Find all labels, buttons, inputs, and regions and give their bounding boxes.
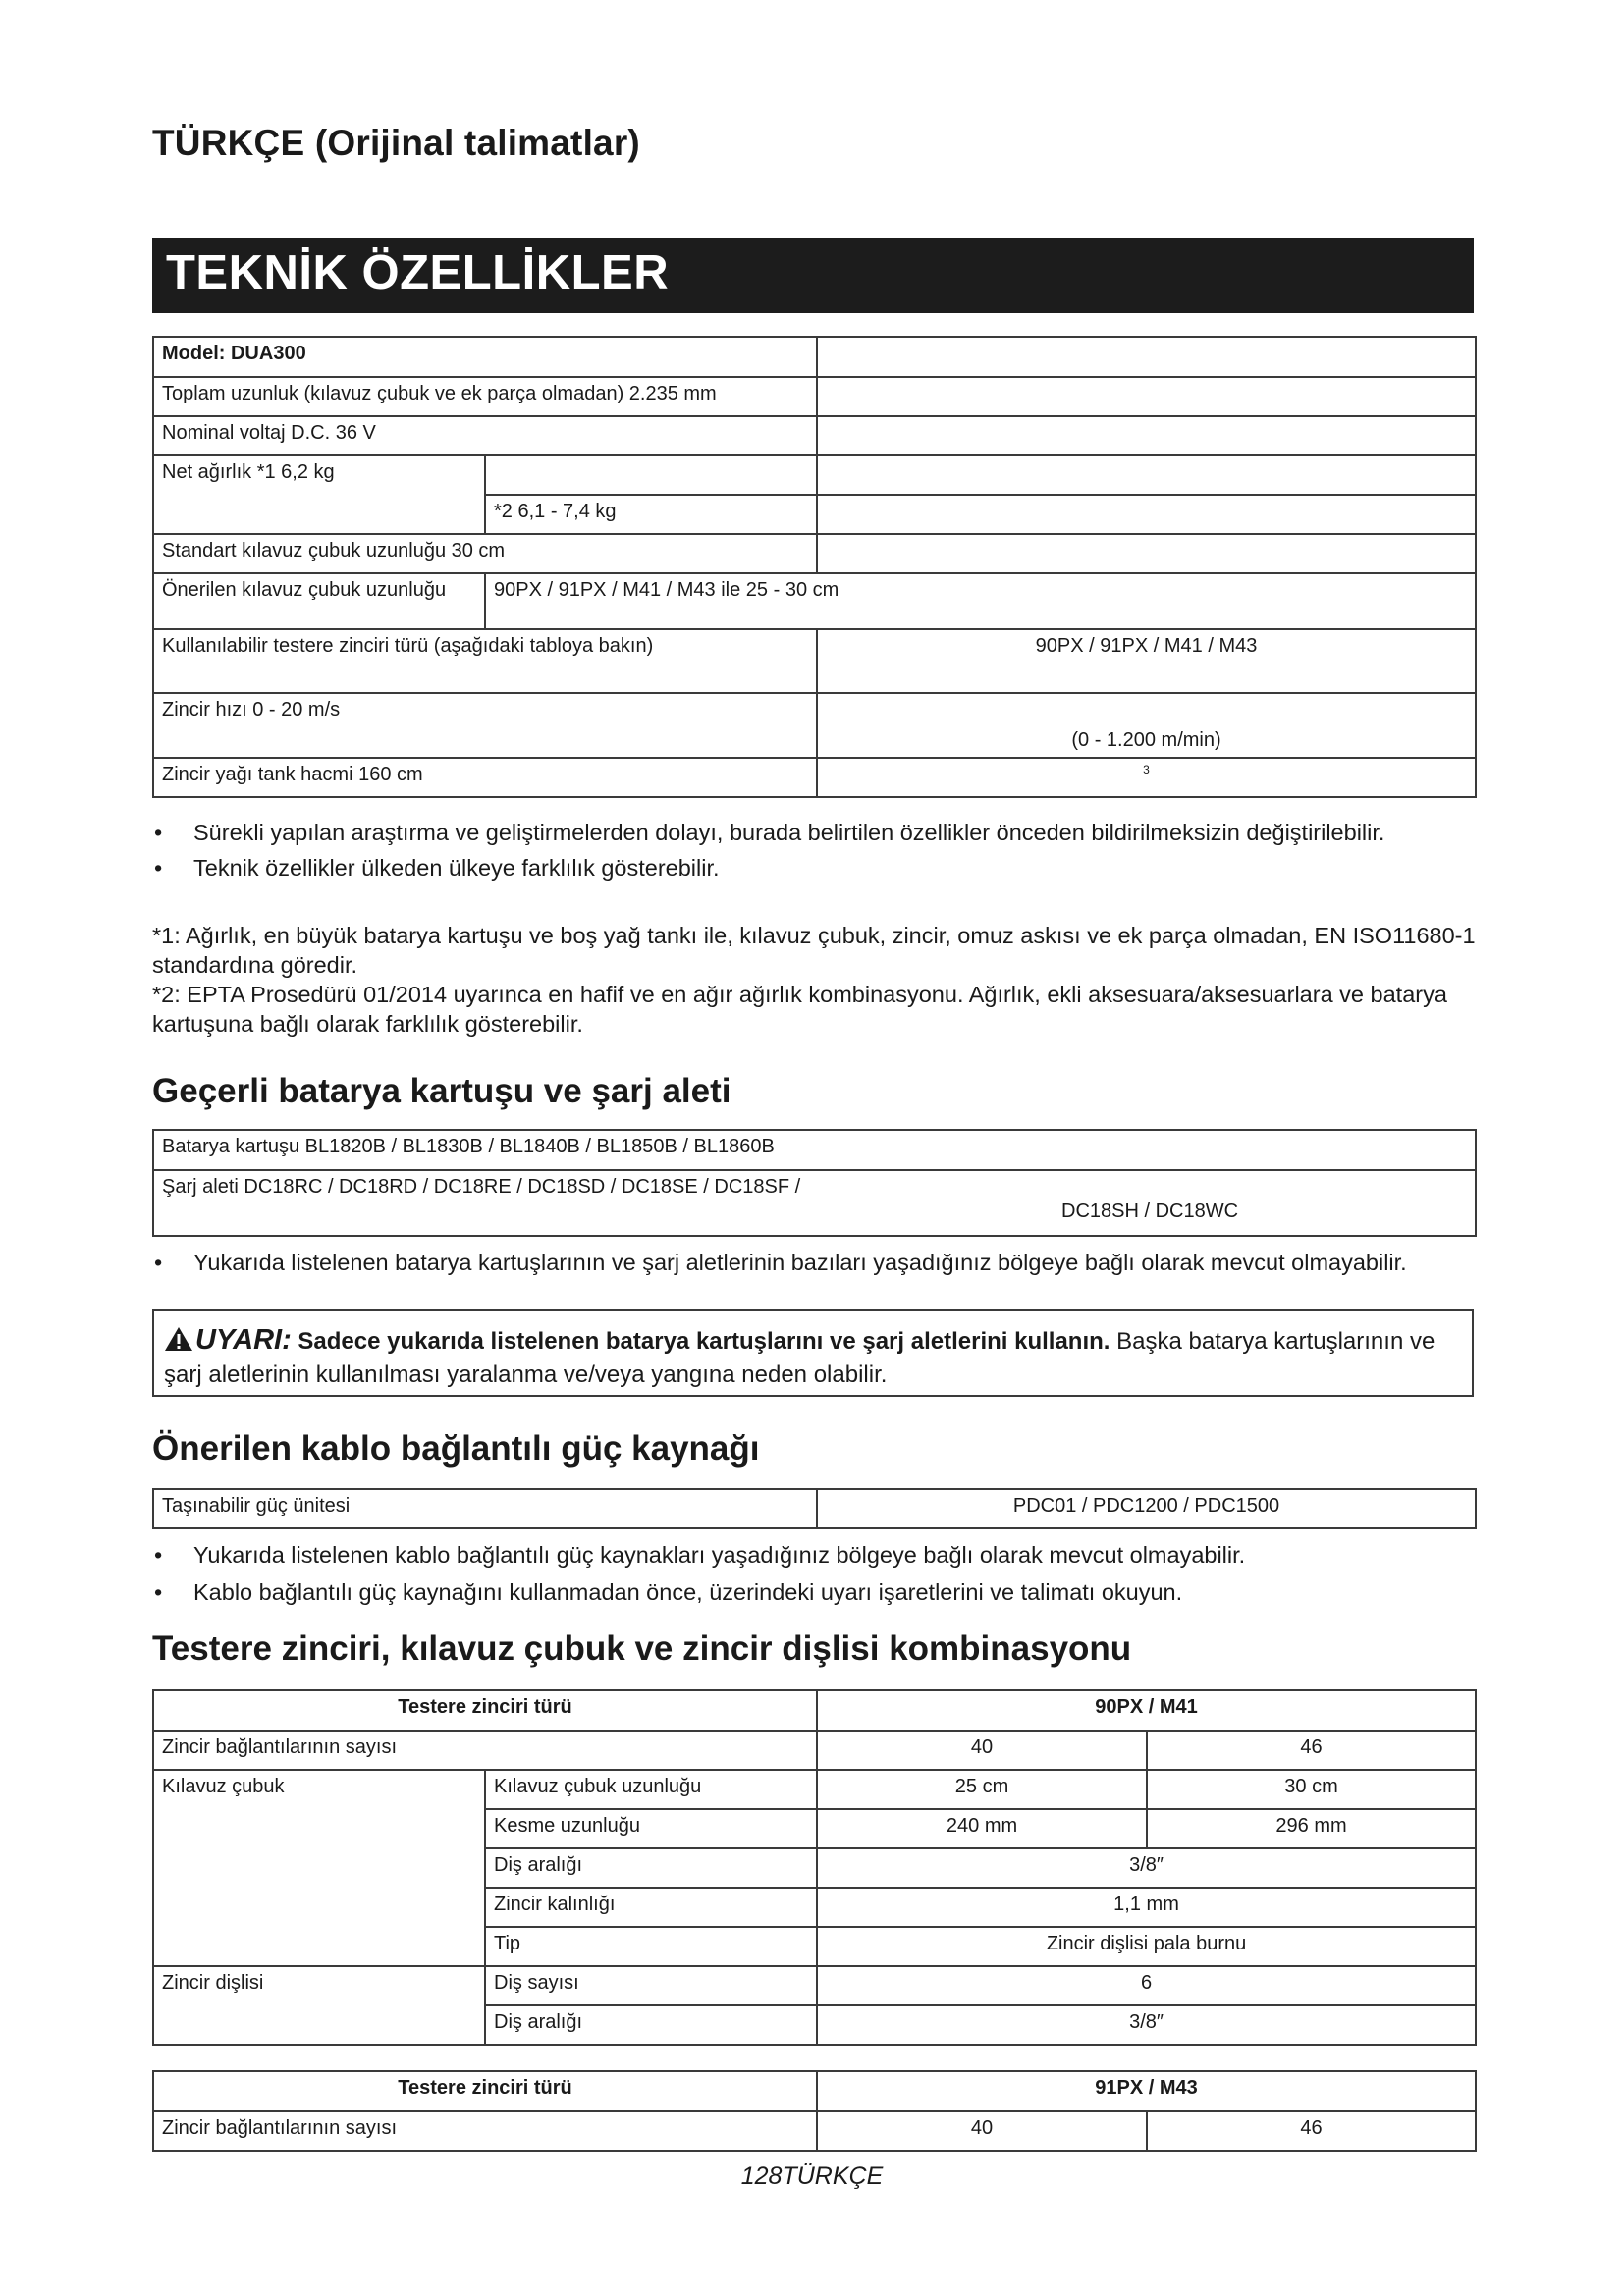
pitch-value-cell: 3/8″ <box>817 1848 1476 1888</box>
links-value-cell: 46 <box>1147 2111 1476 2151</box>
empty-cell <box>817 416 1476 455</box>
cut-length-label-cell: Kesme uzunluğu <box>485 1809 817 1848</box>
power-unit-value-cell: PDC01 / PDC1200 / PDC1500 <box>817 1489 1476 1528</box>
type-label-cell: Tip <box>485 1927 817 1966</box>
warning-box <box>152 1309 1474 1397</box>
pitch-label-cell: Diş aralığı <box>485 1848 817 1888</box>
bar-length-value-cell: 30 cm <box>1147 1770 1476 1809</box>
links-label-cell: Zincir bağlantılarının sayısı <box>153 2111 817 2151</box>
warning-bold-text: Sadece yukarıda listelenen batarya kartuşlarını ve şarj aletlerini kullanın. <box>298 1328 1110 1355</box>
footnote-2: *2: EPTA Prosedürü 01/2014 uyarınca en hafif ve en ağır ağırlık kombinasyonu. Ağırlık, ekli aksesuara/aksesuarlara ve batarya kartuşuna bağlı olarak farklılık gösterebilir. <box>152 982 1447 1037</box>
chain-speed-alt-cell: (0 - 1.200 m/min) <box>817 693 1476 758</box>
spec-bullets <box>152 818 1488 883</box>
specifications-table <box>152 336 1477 798</box>
chain-type-header-value: 90PX / M41 <box>817 1690 1476 1731</box>
standard-bar-length-cell: Standart kılavuz çubuk uzunluğu 30 cm <box>153 534 817 573</box>
teeth-label-cell: Diş sayısı <box>485 1966 817 2005</box>
battery-bullets <box>152 1248 1488 1278</box>
net-weight-cell: Net ağırlık *1 6,2 kg <box>153 455 485 534</box>
list-item: • Yukarıda listelenen kablo bağlantılı güç kaynakları yaşadığınız bölgeye bağlı olarak mevcut olmayabilir. <box>152 1540 1488 1571</box>
sprocket-pitch-value-cell: 3/8″ <box>817 2005 1476 2045</box>
sprocket-pitch-label-cell: Diş aralığı <box>485 2005 817 2045</box>
list-item: • Kablo bağlantılı güç kaynağını kullanmadan önce, üzerindeki uyarı işaretlerini ve talimatı okuyun. <box>152 1577 1488 1608</box>
oil-tank-cell: Zincir yağı tank hacmi 160 cm <box>153 758 817 797</box>
links-value-cell: 40 <box>817 1731 1147 1770</box>
battery-cartridge-cell: Batarya kartuşu BL1820B / BL1830B / BL1840B / BL1850B / BL1860B <box>153 1130 1476 1170</box>
links-value-cell: 40 <box>817 2111 1147 2151</box>
combination-table-91px <box>152 2070 1477 2152</box>
guide-bar-cell: Kılavuz çubuk <box>153 1770 485 1966</box>
bar-length-value-cell: 25 cm <box>817 1770 1147 1809</box>
empty-cell <box>817 337 1476 377</box>
charger-cell <box>153 1170 1476 1236</box>
empty-cell <box>817 377 1476 416</box>
warning-text: Başka batarya kartuşlarının ve şarj aletlerinin kullanılması yaralanma ve/veya yangına neden olabilir. <box>164 1328 1435 1388</box>
recommended-bar-label-cell: Önerilen kılavuz çubuk uzunluğu <box>153 573 485 629</box>
chain-type-value-cell: 90PX / 91PX / M41 / M43 <box>817 629 1476 693</box>
sprocket-cell: Zincir dişlisi <box>153 1966 485 2045</box>
teeth-value-cell: 6 <box>817 1966 1476 2005</box>
chain-speed-cell: Zincir hızı 0 - 20 m/s <box>153 693 817 758</box>
type-value-cell: Zincir dişlisi pala burnu <box>817 1927 1476 1966</box>
combo-heading: Testere zinciri, kılavuz çubuk ve zincir dişlisi kombinasyonu <box>152 1629 1132 1668</box>
list-item: • Teknik özellikler ülkeden ülkeye farklılık gösterebilir. <box>152 853 1488 883</box>
chain-type-header: Testere zinciri türü <box>153 1690 817 1731</box>
charger-line-1: Şarj aleti DC18RC / DC18RD / DC18RE / DC18SD / DC18SE / DC18SF / <box>162 1176 801 1198</box>
cut-length-value-cell: 240 mm <box>817 1809 1147 1848</box>
specifications-banner: TEKNİK ÖZELLİKLER <box>152 238 1474 313</box>
footnotes <box>152 921 1488 1039</box>
gauge-value-cell: 1,1 mm <box>817 1888 1476 1927</box>
recommended-bar-value-cell: 90PX / 91PX / M41 / M43 ile 25 - 30 cm <box>485 573 1476 629</box>
bar-length-label-cell: Kılavuz çubuk uzunluğu <box>485 1770 817 1809</box>
battery-table <box>152 1129 1477 1237</box>
gauge-label-cell: Zincir kalınlığı <box>485 1888 817 1927</box>
links-label-cell: Zincir bağlantılarının sayısı <box>153 1731 817 1770</box>
power-unit-label-cell: Taşınabilir güç ünitesi <box>153 1489 817 1528</box>
power-table <box>152 1488 1477 1529</box>
page-footer: 128TÜRKÇE <box>740 2163 884 2190</box>
cut-length-value-cell: 296 mm <box>1147 1809 1476 1848</box>
warning-label: UYARI: <box>195 1324 292 1356</box>
charger-line-2: DC18SH / DC18WC <box>1061 1201 1239 1222</box>
rated-voltage-cell: Nominal voltaj D.C. 36 V <box>153 416 817 455</box>
language-title: TÜRKÇE (Orijinal talimatlar) <box>152 123 640 163</box>
empty-cell <box>817 534 1476 573</box>
empty-cell <box>817 495 1476 534</box>
list-item: • Sürekli yapılan araştırma ve geliştirmelerden dolayı, burada belirtilen özellikler önceden bildirilmeksizin değiştirilebilir. <box>152 818 1488 848</box>
net-weight-2-cell: *2 6,1 - 7,4 kg <box>485 495 817 534</box>
empty-cell <box>817 455 1476 495</box>
model-cell: Model: DUA300 <box>153 337 817 377</box>
battery-heading: Geçerli batarya kartuşu ve şarj aleti <box>152 1072 731 1110</box>
power-bullets <box>152 1540 1488 1608</box>
oil-tank-unit-superscript: 3 <box>817 758 1476 797</box>
footnote-1: *1: Ağırlık, en büyük batarya kartuşu ve boş yağ tankı ile, kılavuz çubuk, zincir, omuz askısı ve ek parça olmadan, EN ISO11680-1 standardına göredir. <box>152 923 1476 978</box>
power-heading: Önerilen kablo bağlantılı güç kaynağı <box>152 1429 760 1468</box>
links-value-cell: 46 <box>1147 1731 1476 1770</box>
chain-type-label-cell: Kullanılabilir testere zinciri türü (aşağıdaki tabloya bakın) <box>153 629 817 693</box>
empty-cell <box>485 455 817 495</box>
chain-type-header: Testere zinciri türü <box>153 2071 817 2111</box>
warning-triangle-icon <box>164 1326 193 1360</box>
chain-type-header-value: 91PX / M43 <box>817 2071 1476 2111</box>
list-item: • Yukarıda listelenen batarya kartuşlarının ve şarj aletlerinin bazıları yaşadığınız bölgeye bağlı olarak mevcut olmayabilir. <box>152 1248 1488 1278</box>
overall-length-cell: Toplam uzunluk (kılavuz çubuk ve ek parça olmadan) 2.235 mm <box>153 377 817 416</box>
combination-table-90px <box>152 1689 1477 2046</box>
